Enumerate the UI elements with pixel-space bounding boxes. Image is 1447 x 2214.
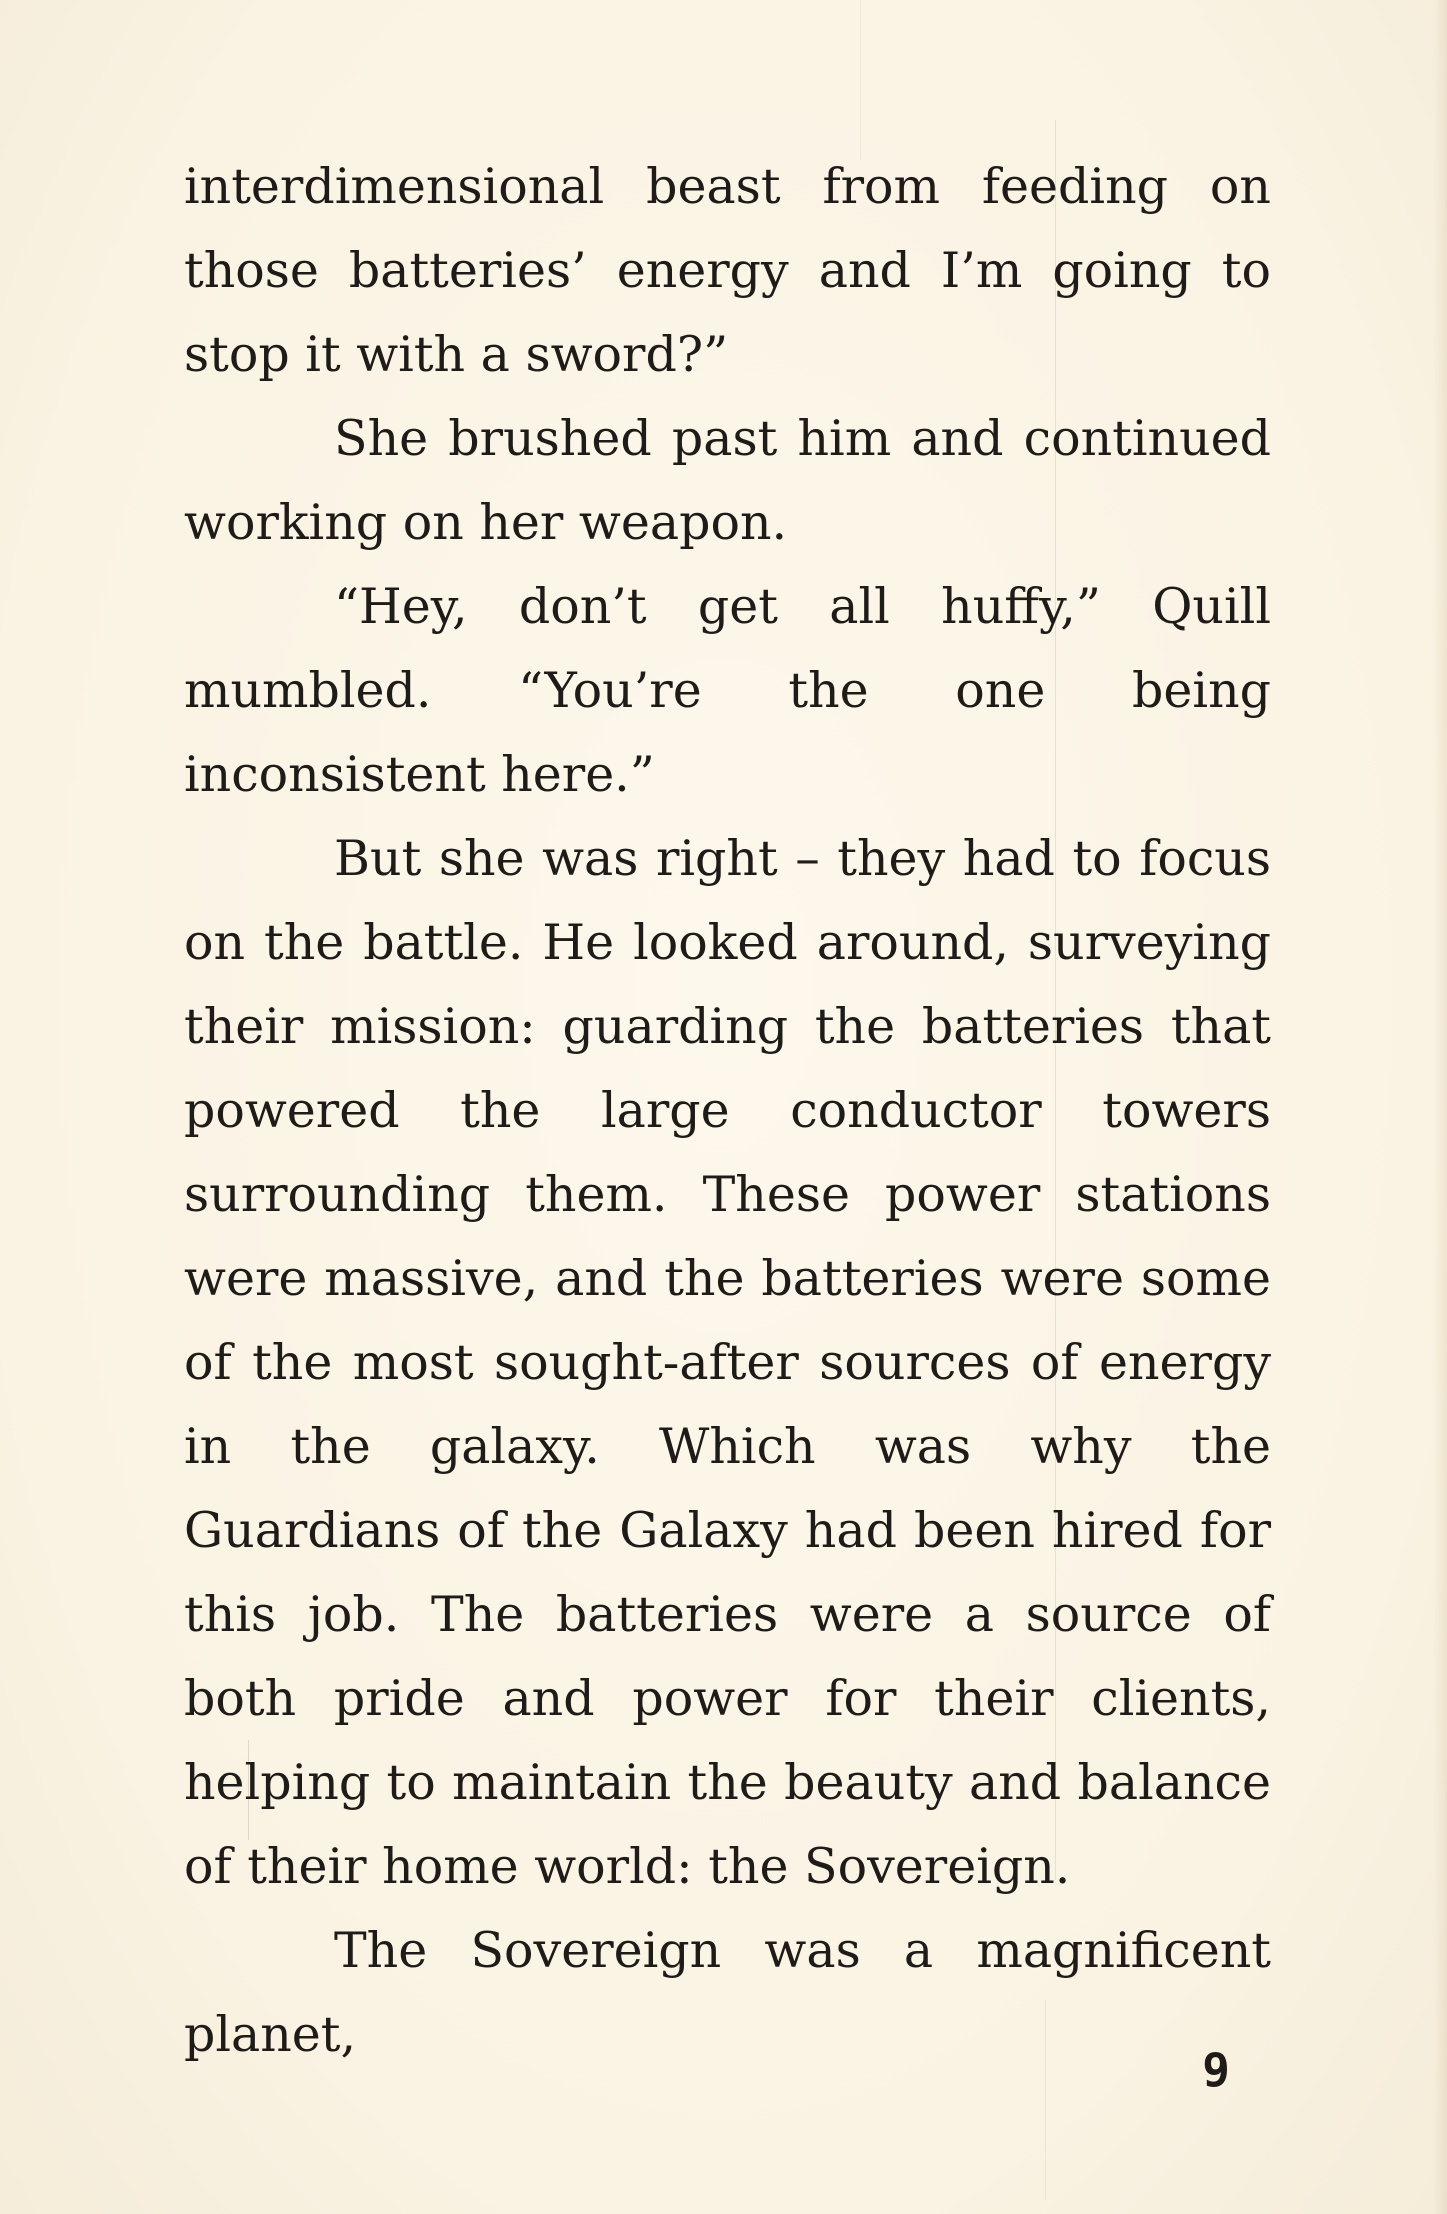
page-number: 9 [1202,2043,1230,2097]
paragraph-5: The Sovereign was a magnificent planet, [184,1922,1271,2063]
paragraph-4: But she was right – they had to focus on the battle. He looked around, surveying their mission: guarding the batteries that powered the large conductor towers surrounding them. These power stations were massive, and the batteries were some of the most sought-after sources of energy in the galaxy. Which was why the Guardians of the Galaxy had been hired for this job. The batteries were a source of both pride and power for their clients, helping to maintain the beauty and balance of their home world: the Sovereign. [184,830,1271,1895]
paragraph-3: “Hey, don’t get all huffy,” Quill mumbled. “You’re the one being inconsistent here.” [184,578,1271,803]
body-text [184,145,1271,2077]
paragraph-1: interdimensional beast from feeding on those batteries’ energy and I’m going to stop it with a sword?” [184,158,1271,383]
page-edge-shadow [1433,0,1447,2214]
paper-crease [860,0,861,160]
paragraph-2: She brushed past him and continued working on her weapon. [184,410,1271,551]
